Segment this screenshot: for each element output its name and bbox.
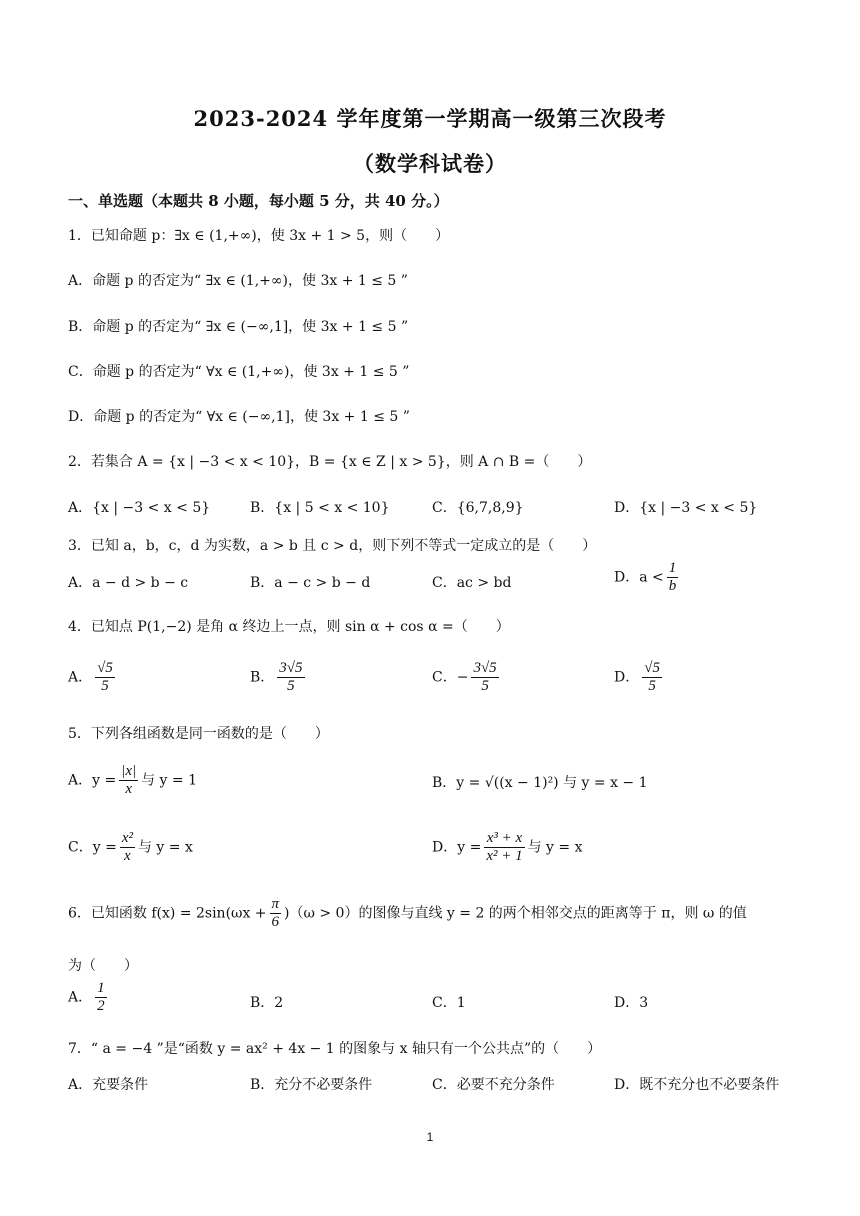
fraction-numerator: 3√5	[279, 660, 303, 676]
question-2-option-a: A．{x | −3 < x < 5}	[68, 500, 211, 516]
stem-suffix: )（ω > 0）的图像与直线 y = 2 的两个相邻交点的距离等于 π，则 ω 的值	[284, 905, 747, 922]
question-4-option-c	[432, 660, 502, 695]
fraction-numerator: 1	[97, 980, 105, 996]
page-number: 1	[426, 1130, 434, 1144]
fraction-denominator: b	[668, 578, 677, 594]
section-heading: 一、单选题（本题共 8 小题，每小题 5 分，共 40 分。）	[68, 192, 449, 210]
fraction-numerator: √5	[644, 660, 660, 676]
question-6-option-c: C．1	[432, 995, 466, 1011]
fraction-numerator: x²	[121, 830, 133, 846]
question-3-option-c: C．ac > bd	[432, 575, 512, 591]
fraction	[642, 660, 662, 695]
question-6-stem	[68, 896, 747, 931]
question-5-stem: 5．下列各组函数是同一函数的是（ ）	[68, 726, 329, 742]
question-1-option-a: A．命题 p 的否定为“ ∃x ∈ (1,+∞)，使 3x + 1 ≤ 5 ”	[68, 273, 408, 289]
question-7-option-c: C．必要不充分条件	[432, 1077, 555, 1093]
question-3-stem: 3．已知 a，b，c，d 为实数，a > b 且 c > d，则下列不等式一定成立的是（ ）	[68, 538, 597, 554]
fraction-denominator: 6	[271, 914, 280, 930]
fraction	[270, 896, 282, 931]
question-4-option-a	[68, 660, 118, 695]
option-d-prefix: D．a <	[614, 569, 664, 586]
fraction	[95, 660, 115, 695]
exam-subtitle: （数学科试卷）	[353, 151, 507, 176]
option-suffix: 与 y = x	[527, 839, 583, 856]
option-suffix: 与 y = 1	[141, 772, 198, 789]
fraction	[667, 560, 679, 595]
fraction-numerator: 3√5	[473, 660, 497, 676]
question-4-option-d	[614, 660, 665, 695]
fraction-numerator: π	[271, 896, 280, 912]
question-5-option-b: B．y = √((x − 1)²) 与 y = x − 1	[432, 775, 648, 791]
option-label: B．	[250, 669, 275, 686]
fraction-denominator: 5	[648, 678, 656, 694]
fraction-denominator: 2	[97, 998, 105, 1014]
question-3-option-a: A．a − d > b − c	[68, 575, 189, 591]
question-6-option-d: D．3	[614, 995, 649, 1011]
question-7-option-b: B．充分不必要条件	[250, 1077, 373, 1093]
option-prefix: C．y =	[68, 839, 117, 856]
fraction	[95, 980, 107, 1015]
option-label: D．	[614, 669, 640, 686]
stem-prefix: 6．已知函数 f(x) = 2sin(ωx +	[68, 905, 267, 922]
fraction	[119, 763, 138, 798]
option-label: A．	[68, 989, 93, 1006]
fraction-denominator: 5	[101, 678, 109, 694]
option-label: A．	[68, 669, 93, 686]
fraction	[484, 830, 524, 865]
question-7-option-d: D．既不充分也不必要条件	[614, 1077, 780, 1093]
question-1-stem: 1．已知命题 p：∃x ∈ (1,+∞)，使 3x + 1 > 5，则（ ）	[68, 228, 450, 244]
question-2-option-c: C．{6,7,8,9}	[432, 500, 524, 516]
fraction-numerator: x³ + x	[484, 830, 524, 848]
question-3-option-b: B．a − c > b − d	[250, 575, 371, 591]
question-4-option-b	[250, 660, 308, 695]
fraction	[471, 660, 498, 695]
fraction-denominator: x² + 1	[486, 848, 523, 864]
fraction-denominator: x	[125, 781, 132, 797]
question-7-stem: 7．“ a = −4 ”是“函数 y = ax² + 4x − 1 的图象与 x 轴只有一个公共点”的（ ）	[68, 1041, 602, 1057]
fraction-numerator: 1	[668, 560, 677, 576]
question-6-option-a	[68, 980, 110, 1015]
fraction	[277, 660, 304, 695]
fraction	[120, 830, 135, 865]
question-2-option-d: D．{x | −3 < x < 5}	[614, 500, 758, 516]
exam-title: 2023-2024 学年度第一学期高一级第三次段考	[193, 106, 667, 131]
question-1-option-b: B．命题 p 的否定为“ ∃x ∈ (−∞,1]，使 3x + 1 ≤ 5 ”	[68, 319, 409, 335]
fraction-denominator: 5	[287, 678, 295, 694]
question-1-option-c: C．命题 p 的否定为“ ∀x ∈ (1,+∞)，使 3x + 1 ≤ 5 ”	[68, 364, 410, 380]
question-7-option-a: A．充要条件	[68, 1077, 149, 1093]
option-prefix: D．y =	[432, 839, 482, 856]
question-2-stem: 2．若集合 A = {x | −3 < x < 10}，B = {x ∈ Z | x > 5}，则 A ∩ B =（ ）	[68, 454, 592, 470]
option-label: C．−	[432, 669, 469, 686]
question-5-option-d	[432, 830, 583, 865]
option-suffix: 与 y = x	[137, 839, 193, 856]
question-6-stem-line2: 为（ ）	[68, 958, 138, 974]
question-4-stem: 4．已知点 P(1,−2) 是角 α 终边上一点，则 sin α + cos α =（ ）	[68, 619, 510, 635]
fraction-denominator: 5	[481, 678, 489, 694]
question-5-option-a	[68, 763, 197, 798]
fraction-denominator: x	[124, 848, 131, 864]
question-5-option-c	[68, 830, 193, 865]
question-2-option-b: B．{x | 5 < x < 10}	[250, 500, 390, 516]
fraction-numerator: |x|	[121, 763, 137, 779]
question-6-option-b: B．2	[250, 995, 284, 1011]
option-prefix: A．y =	[68, 772, 117, 789]
fraction-numerator: √5	[97, 660, 113, 676]
question-1-option-d: D．命题 p 的否定为“ ∀x ∈ (−∞,1]，使 3x + 1 ≤ 5 ”	[68, 409, 410, 425]
question-3-option-d	[614, 560, 681, 595]
